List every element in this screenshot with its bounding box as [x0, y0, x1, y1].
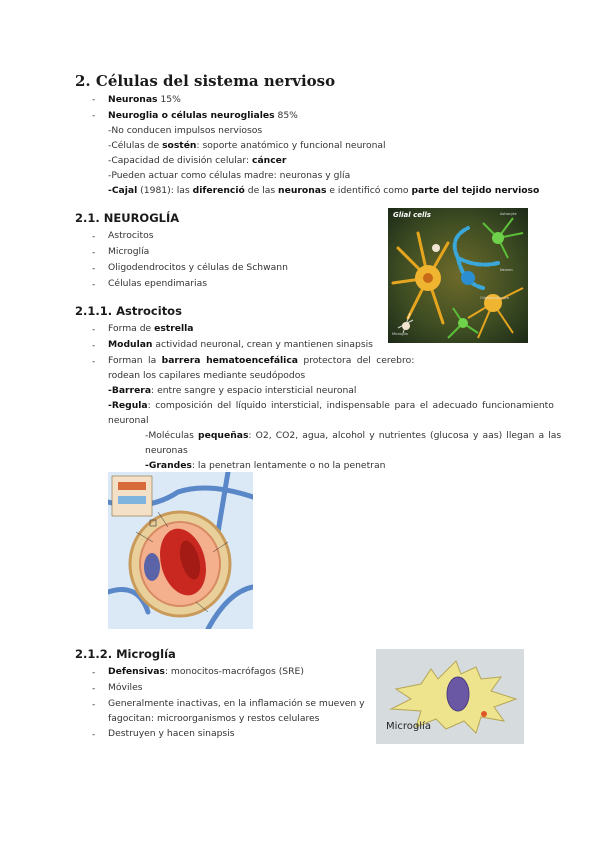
bullet-dash: -	[92, 248, 96, 258]
forman-pre: Forman la	[108, 355, 162, 366]
division-pre: -Capacidad de división celular:	[108, 155, 253, 166]
grandes-post: : la penetran lentamente o no la penetran	[191, 460, 386, 471]
barrera-line	[108, 383, 356, 399]
sosten-bold: sostén	[162, 140, 197, 151]
cajal-line	[108, 183, 539, 199]
inactivas-line-2: fagocitan: microorganismos y restos celulares	[108, 713, 320, 724]
division-bold: cáncer	[252, 155, 287, 166]
cajal-bold: -Cajal	[108, 185, 138, 196]
cajal-neuronas: neuronas	[278, 185, 327, 196]
microglia-figure-label: Microglía	[386, 721, 431, 732]
bullet-dash: -	[92, 357, 96, 367]
neuroglia-heading: 2.1. NEUROGLÍA	[75, 211, 180, 225]
label-astrocyte: Astrocyte	[500, 212, 517, 216]
bullet-dash: -	[92, 232, 96, 242]
forma-bold: estrella	[154, 323, 194, 334]
bullet-dash: -	[92, 325, 96, 335]
neuronas-value: 15%	[160, 94, 181, 105]
regula-post: : composición del líquido intersticial, indispensable para el adecuado funcionamiento	[147, 400, 554, 411]
bullet-dash: -	[92, 95, 96, 105]
neuronas-label: Neuronas	[108, 94, 158, 105]
cajal-text-2: de las	[244, 185, 279, 196]
neuronas-line	[108, 92, 181, 108]
sosten-pre: -Células de	[108, 140, 163, 151]
forman-post: protectora del cerebro:	[297, 355, 415, 366]
astrocitos-heading: 2.1.1. Astrocitos	[75, 304, 182, 318]
bullet-dash: -	[92, 700, 96, 710]
inactivas-line: Generalmente inactivas, en la inflamación se mueven y	[108, 698, 365, 709]
bullet-dash: -	[92, 730, 96, 740]
grandes-bold: -Grandes	[145, 460, 192, 471]
bullet-dash: -	[92, 280, 96, 290]
capillary-figure	[108, 472, 253, 629]
neuroglia-item: Células ependimarias	[108, 278, 208, 289]
forma-line	[108, 321, 193, 337]
regula-line-2: neuronal	[108, 415, 149, 426]
madre-line: -Pueden actuar como células madre: neuronas y glía	[108, 170, 351, 181]
forman-bold: barrera hematoencefálica	[161, 355, 298, 366]
moviles-line: Móviles	[108, 682, 143, 693]
no-impulsos: -No conducen impulsos nerviosos	[108, 125, 263, 136]
forman-line-2: rodean los capilares mediante seudópodos	[108, 370, 306, 381]
microglia-heading: 2.1.2. Microglía	[75, 647, 176, 661]
cajal-diferencio: diferenció	[192, 185, 245, 196]
cajal-text-1: (1981): las	[137, 185, 193, 196]
capillary-illustration	[108, 472, 253, 629]
barrera-post: : entre sangre y espacio intersticial neuronal	[151, 385, 357, 396]
glial-figure-title: Glial cells	[393, 211, 431, 219]
label-microglia: Microglia	[392, 332, 408, 336]
glial-cells-figure	[388, 208, 528, 343]
defensivas-post: : monocitos-macrófagos (SRE)	[164, 666, 304, 677]
forman-line	[108, 353, 528, 369]
moleculas-line	[145, 428, 562, 444]
microglia-figure	[376, 649, 524, 744]
modulan-line	[108, 337, 373, 353]
regula-line	[108, 398, 554, 414]
destruyen-line: Destruyen y hacen sinapsis	[108, 728, 235, 739]
bullet-dash: -	[92, 264, 96, 274]
sosten-post: : soporte anatómico y funcional neuronal	[196, 140, 386, 151]
regula-bold: -Regula	[108, 400, 148, 411]
glial-cells-illustration	[388, 208, 528, 343]
cajal-parte: parte del tejido nervioso	[411, 185, 540, 196]
bullet-dash: -	[92, 668, 96, 678]
modulan-post: actividad neuronal, crean y mantienen sinapsis	[152, 339, 373, 350]
bullet-dash: -	[92, 684, 96, 694]
forma-pre: Forma de	[108, 323, 155, 334]
sosten-line	[108, 138, 386, 154]
defensivas-line	[108, 664, 304, 680]
bullet-dash: -	[92, 341, 96, 351]
moleculas-line-2: neuronas	[145, 445, 188, 456]
neuroglia-label: Neuroglia o células neurogliales	[108, 110, 275, 121]
page-title: 2. Células del sistema nervioso	[75, 72, 336, 90]
bullet-dash: -	[92, 111, 96, 121]
barrera-bold: -Barrera	[108, 385, 152, 396]
defensivas-bold: Defensivas	[108, 666, 165, 677]
neuroglia-item: Astrocitos	[108, 230, 154, 241]
neuroglia-value: 85%	[277, 110, 298, 121]
mol-post: : O2, CO2, agua, alcohol y nutrientes (glucosa y aas) llegan a las	[248, 430, 562, 441]
neuroglia-line	[108, 108, 298, 124]
cajal-text-3: e identificó como	[326, 185, 412, 196]
mol-bold: pequeñas	[198, 430, 249, 441]
modulan-bold: Modulan	[108, 339, 153, 350]
division-line	[108, 153, 286, 169]
label-neuron: Neuron	[500, 268, 513, 272]
neuroglia-item: Oligodendrocitos y células de Schwann	[108, 262, 288, 273]
neuroglia-item: Microglía	[108, 246, 150, 257]
label-oligodendrocyte: Oligodendrocyte	[480, 296, 509, 300]
mol-pre: -Moléculas	[145, 430, 199, 441]
